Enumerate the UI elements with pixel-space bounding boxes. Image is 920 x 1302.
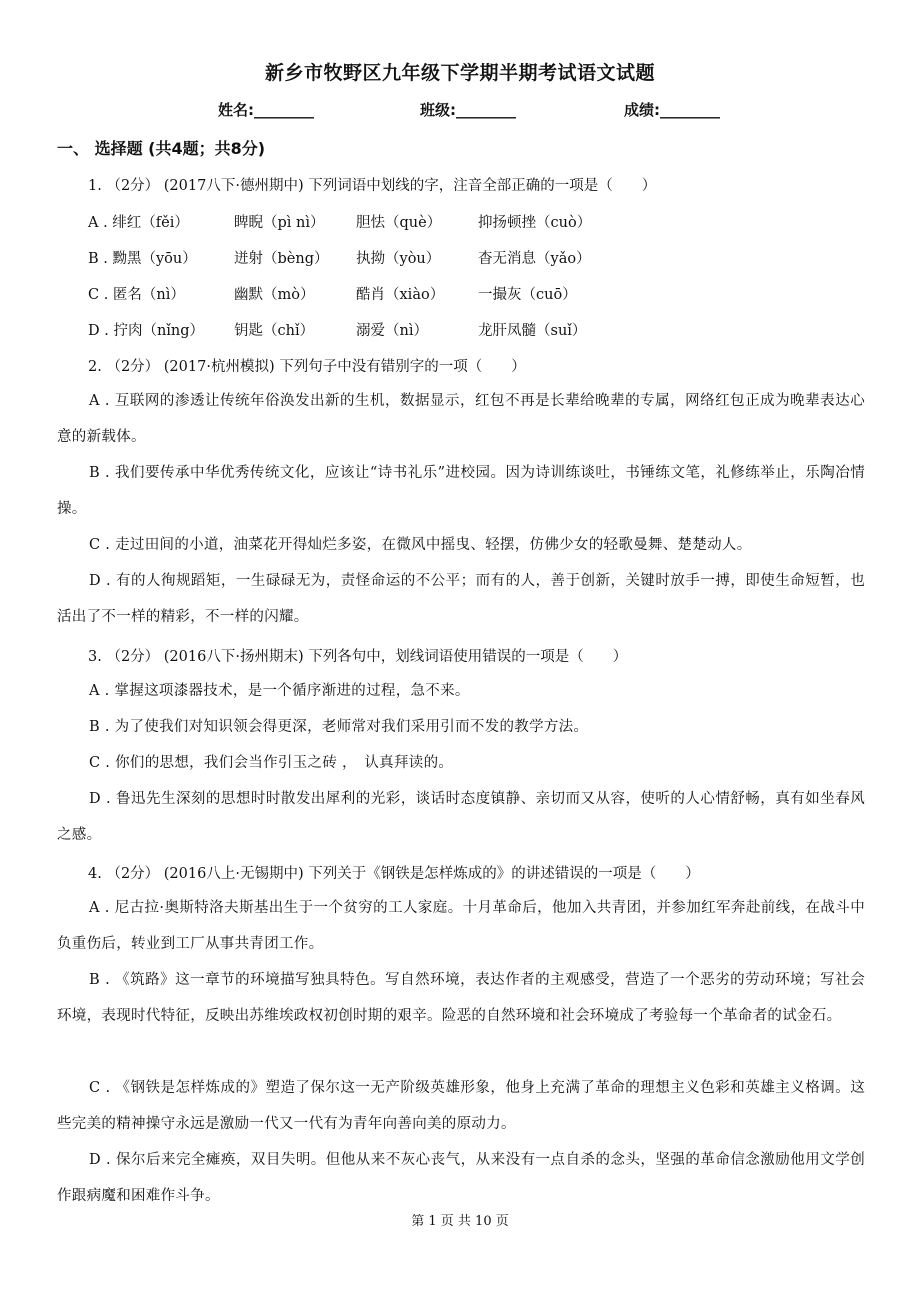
q3-option-c: C . 你们的思想，我们会当作引玉之砖 ， 认真拜读的。 — [89, 755, 454, 771]
q1-b-item: B . 黝黑（yōu） — [88, 251, 197, 267]
q3-option-b: B . 为了使我们对知识领会得更深，老师常对我们采用引而不发的教学方法。 — [89, 719, 589, 735]
q4-option-b: B . 《筑路》这一章节的环境描写独具特色。写自然环境，表达作者的主观感受，营造了一个恶劣的劳动环境；写社会环境，表现时代特征，反映出苏维埃政权初创时期的艰辛。险恶的自然环境和社会环境成了考验每一个革命者的试金石。 — [57, 972, 865, 1024]
q1-b-item: 杳无消息（yǎo） — [478, 251, 591, 267]
section-heading: 一、 选择题 (共4题；共8分) — [57, 139, 266, 158]
class-field: 班级:________ — [420, 101, 516, 119]
page-title: 新乡市牧野区九年级下学期半期考试语文试题 — [264, 62, 655, 84]
q3-option-d: D . 鲁迅先生深刻的思想时时散发出犀利的光彩，谈话时态度镇静、亲切而又从容，使听的人心情舒畅，真有如坐春风之感。 — [57, 791, 865, 843]
name-field: 姓名:________ — [218, 101, 314, 119]
q1-c-item: 幽默（mò） — [234, 287, 315, 303]
q1-c-item: C . 匿名（nì） — [88, 287, 185, 303]
q1-d-item: 溺爱（nì） — [356, 323, 428, 339]
q4-option-a: A . 尼古拉·奥斯特洛夫斯基出生于一个贫穷的工人家庭。十月革命后，他加入共青团，并参加红军奔赴前线，在战斗中负重伤后，转业到工厂从事共青团工作。 — [57, 900, 865, 952]
q1-a-item: 抑扬顿挫（cuò） — [478, 215, 592, 231]
q1-d-item: 钥匙（chǐ） — [234, 323, 315, 339]
score-field: 成绩:________ — [624, 101, 720, 119]
q1-b-item: 迸射（bèng） — [234, 251, 329, 267]
q2-option-a: A . 互联网的渗透让传统年俗涣发出新的生机，数据显示，红包不再是长辈给晚辈的专属，网络红包正成为晚辈表达心意的新载体。 — [57, 393, 865, 445]
q3-stem: 3. （2分） (2016八下·扬州期末) 下列各句中，划线词语使用错误的一项是（ ） — [88, 649, 628, 665]
q4-stem: 4. （2分） (2016八上·无锡期中) 下列关于《钢铁是怎样炼成的》的讲述错误的一项是（ ） — [88, 866, 700, 882]
q1-c-item: 一撮灰（cuō） — [478, 287, 577, 303]
q4-option-d: D . 保尔后来完全瘫痪，双目失明。但他从来不灰心丧气，从来没有一点自杀的念头，坚强的革命信念激励他用文学创作跟病魔和困难作斗争。 — [57, 1152, 865, 1204]
q1-stem: 1. （2分） (2017八下·德州期中) 下列词语中划线的字，注音全部正确的一项是（ ） — [88, 178, 657, 194]
q4-option-c: C . 《钢铁是怎样炼成的》塑造了保尔这一无产阶级英雄形象，他身上充满了革命的理想主义色彩和英雄主义格调。这些完美的精神操守永远是激励一代又一代有为青年向善向美的原动力。 — [57, 1080, 865, 1132]
q1-d-item: 龙肝凤髓（suǐ） — [478, 323, 587, 339]
q1-a-item: A . 绯红（fěi） — [88, 215, 189, 231]
q1-a-item: 胆怯（què） — [356, 215, 442, 231]
q2-option-c: C . 走过田间的小道，油菜花开得灿烂多姿，在微风中摇曳、轻摆，仿佛少女的轻歌曼舞、楚楚动人。 — [89, 537, 752, 553]
q1-b-item: 执拗（yòu） — [356, 251, 441, 267]
q1-a-item: 睥睨（pì nì） — [234, 215, 325, 231]
q1-d-item: D . 拧肉（nǐng） — [88, 323, 205, 339]
q3-option-a: A . 掌握这项漆器技术，是一个循序渐进的过程，急不来。 — [89, 683, 470, 699]
q2-option-d: D . 有的人徇规蹈矩，一生碌碌无为，责怪命运的不公平；而有的人，善于创新，关键时放手一搏，即使生命短暂，也活出了不一样的精彩，不一样的闪耀。 — [57, 573, 865, 625]
q2-option-b: B . 我们要传承中华优秀传统文化，应该让“诗书礼乐”进校园。因为诗训练谈吐，书锤练文笔，礼修练举止，乐陶冶情操。 — [57, 465, 865, 517]
q2-stem: 2. （2分） (2017·杭州模拟) 下列句子中没有错别字的一项（ ） — [88, 359, 526, 375]
q1-c-item: 酷肖（xiào） — [356, 287, 445, 303]
page-number: 第 1 页 共 10 页 — [411, 1214, 509, 1229]
